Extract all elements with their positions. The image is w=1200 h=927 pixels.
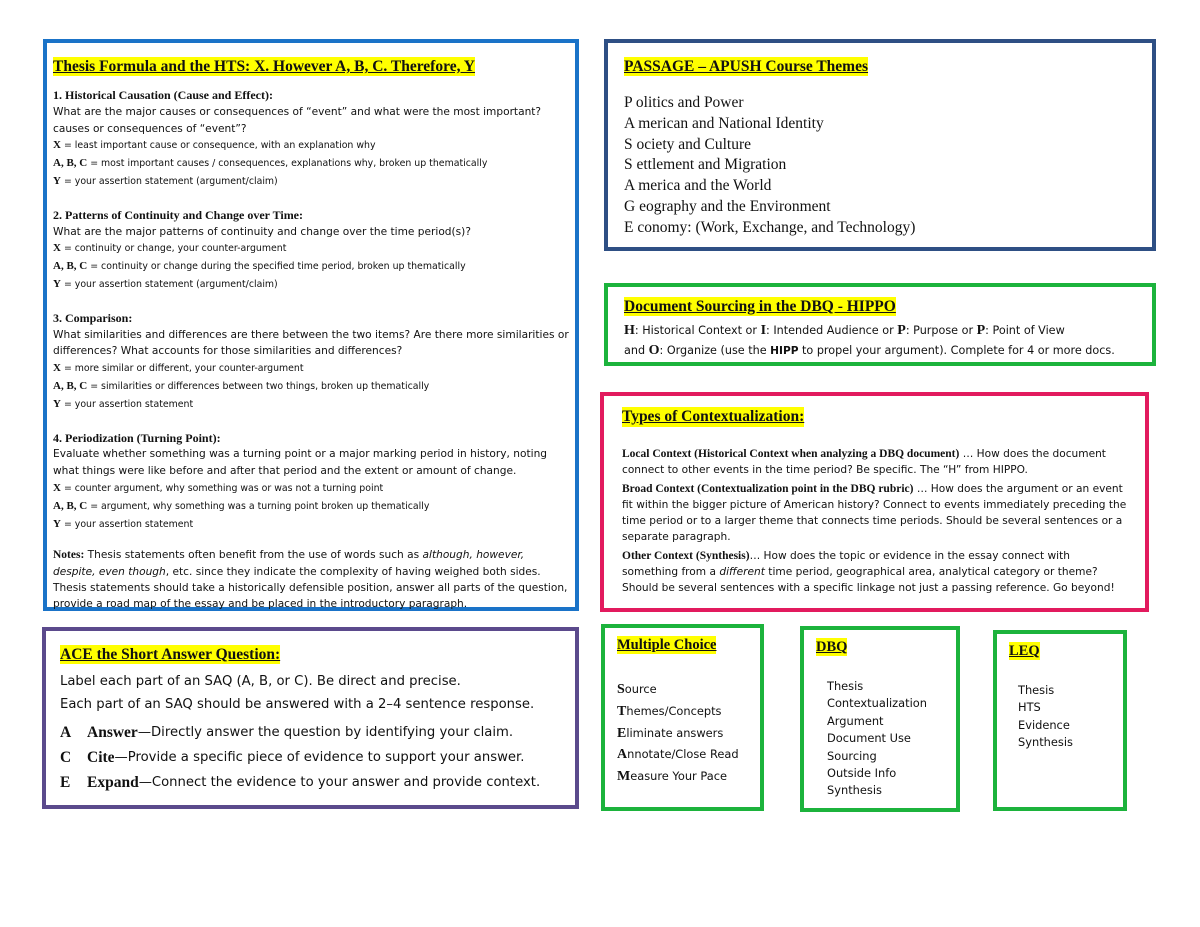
section-heading: 3. Comparison:	[53, 310, 133, 325]
theme-item: S ettlement and Migration	[624, 156, 787, 174]
y-line: Y = your assertion statement (argument/claim)	[53, 174, 278, 187]
context-title: Types of Contextualization:	[622, 408, 805, 425]
mc-list	[617, 679, 748, 788]
ace-title: ACE the Short Answer Question:	[60, 646, 281, 663]
leq-title: LEQ	[1009, 643, 1040, 659]
notes-label: Notes:	[53, 549, 85, 562]
ace-row-answer: A Answer —Directly answer the question by identifying your claim.	[60, 724, 514, 741]
dbq-item: Synthesis	[827, 783, 882, 798]
y-line: Y = your assertion statement	[53, 397, 194, 410]
section-heading: 2. Patterns of Continuity and Change over Time:	[53, 207, 304, 222]
ace-saq-box	[42, 627, 579, 809]
x-line: X = counter argument, why something was or was not a turning point	[53, 481, 384, 494]
thesis-section-comparison	[53, 310, 569, 414]
abc-line: A, B, C = argument, why something was a turning point broken up thematically	[53, 499, 430, 512]
other-context: Other Context (Synthesis)… How does the topic or evidence in the essay connect with something from a different time period, geographical area, analytical category or theme? Should be several sentences with a specific linkage not just a passing reference. Go beyond!	[622, 550, 1115, 594]
multiple-choice-box	[601, 624, 764, 811]
ace-line-2: Each part of an SAQ should be answered with a 2–4 sentence response.	[60, 697, 535, 712]
section-question: What are the major patterns of continuity and change over the time period(s)?	[53, 225, 471, 238]
theme-item: S ociety and Culture	[624, 135, 751, 153]
local-context: Local Context (Historical Context when analyzing a DBQ document) … How does the document connect to other events in the time period? Be specific. The “H” from HIPPO.	[622, 448, 1106, 476]
contextualization-box	[600, 392, 1149, 612]
broad-context: Broad Context (Contextualization point in the DBQ rubric) … How does the argument or an event fit within the bigger picture of American history? Connect to events immediately preceding the time period or to a larger theme that connects time periods. Should be several sentences or a separate paragraph.	[622, 483, 1127, 543]
x-line: X = least important cause or consequence, with an explanation why	[53, 139, 376, 152]
passage-themes-box	[604, 39, 1156, 251]
hippo-body: H: Historical Context or I: Intended Audience or P: Purpose or P: Point of View and O: Organize (use the HIPP to propel your argument). Complete for 4 or more docs.	[624, 323, 1115, 358]
x-line: X = continuity or change, your counter-argument	[53, 242, 287, 255]
theme-item: P olitics and Power	[624, 94, 744, 111]
dbq-item: Outside Info	[827, 766, 897, 781]
passage-title: PASSAGE – APUSH Course Themes	[624, 58, 869, 75]
section-heading: 1. Historical Causation (Cause and Effect):	[53, 88, 273, 102]
x-line: X = more similar or different, your counter-argument	[53, 362, 304, 375]
abc-line: A, B, C = similarities or differences between two things, broken up thematically	[53, 379, 430, 392]
section-question: What similarities and differences are there between the two items? Are there more similarities or differences? What accounts for those similarities and differences?	[53, 328, 569, 358]
hippo-box	[604, 283, 1156, 366]
dbq-item: Thesis	[827, 679, 864, 693]
dbq-title: DBQ	[816, 639, 848, 655]
section-heading: 4. Periodization (Turning Point):	[53, 430, 221, 445]
thesis-section-periodization	[53, 430, 569, 534]
thesis-section-causation	[53, 87, 569, 191]
mc-item: Measure Your Pace	[617, 769, 727, 785]
mc-item: Annotate/Close Read	[617, 747, 739, 763]
dbq-item: Document Use	[827, 731, 911, 746]
hippo-title: Document Sourcing in the DBQ - HIPPO	[624, 298, 896, 315]
thesis-notes: Notes: Thesis statements often benefit from the use of words such as although, however, despite, even though, etc. since they indicate the complexity of having weighed both sides. Thesis statements should take a historically defensible position, answer all parts of the question, provide a road map of the essay and be placed in the introductory paragraph.	[53, 549, 568, 610]
notes-keywords: although, however, despite, even though	[53, 549, 525, 578]
theme-item: A merican and National Identity	[624, 114, 824, 132]
theme-item: E conomy: (Work, Exchange, and Technology)	[624, 218, 916, 236]
thesis-section-ccot	[53, 207, 569, 294]
leq-item: HTS	[1018, 700, 1041, 715]
ace-row-cite: C Cite —Provide a specific piece of evidence to support your answer.	[60, 749, 525, 766]
dbq-item: Sourcing	[827, 748, 877, 763]
themes-list	[624, 93, 1136, 239]
thesis-title: Thesis Formula and the HTS: X. However A, B, C. Therefore, Y	[53, 58, 475, 75]
theme-item: A merica and the World	[624, 177, 772, 195]
dbq-list	[816, 678, 944, 800]
thesis-formula-box	[43, 39, 579, 611]
dbq-item: Argument	[827, 713, 884, 728]
leq-list	[1009, 682, 1111, 752]
dbq-item: Contextualization	[827, 696, 927, 711]
leq-item: Thesis	[1018, 683, 1055, 697]
mc-item: Themes/Concepts	[617, 703, 722, 719]
leq-box	[993, 630, 1127, 811]
section-question: Evaluate whether something was a turning point or a major marking period in history, noting what things were like before and after that period and the extent or amount of change.	[53, 448, 548, 478]
ace-row-expand: E Expand —Connect the evidence to your answer and provide context.	[60, 774, 541, 791]
mc-item: Eliminate answers	[617, 725, 724, 741]
abc-line: A, B, C = most important causes / consequences, explanations why, broken up thematically	[53, 157, 488, 170]
theme-item: G eography and the Environment	[624, 197, 831, 215]
dbq-box	[800, 626, 960, 812]
leq-item: Synthesis	[1018, 735, 1073, 750]
mc-title: Multiple Choice	[617, 637, 717, 653]
mc-item: Source	[617, 682, 657, 697]
leq-item: Evidence	[1018, 717, 1070, 732]
abc-line: A, B, C = continuity or change during the specified time period, broken up thematically	[53, 260, 466, 273]
section-question: What are the major causes or consequences of “event” and what were the most important? causes or consequences of “event”?	[53, 105, 542, 135]
y-line: Y = your assertion statement	[53, 517, 194, 530]
ace-line-1: Label each part of an SAQ (A, B, or C). Be direct and precise.	[60, 674, 461, 689]
y-line: Y = your assertion statement (argument/claim)	[53, 277, 278, 290]
